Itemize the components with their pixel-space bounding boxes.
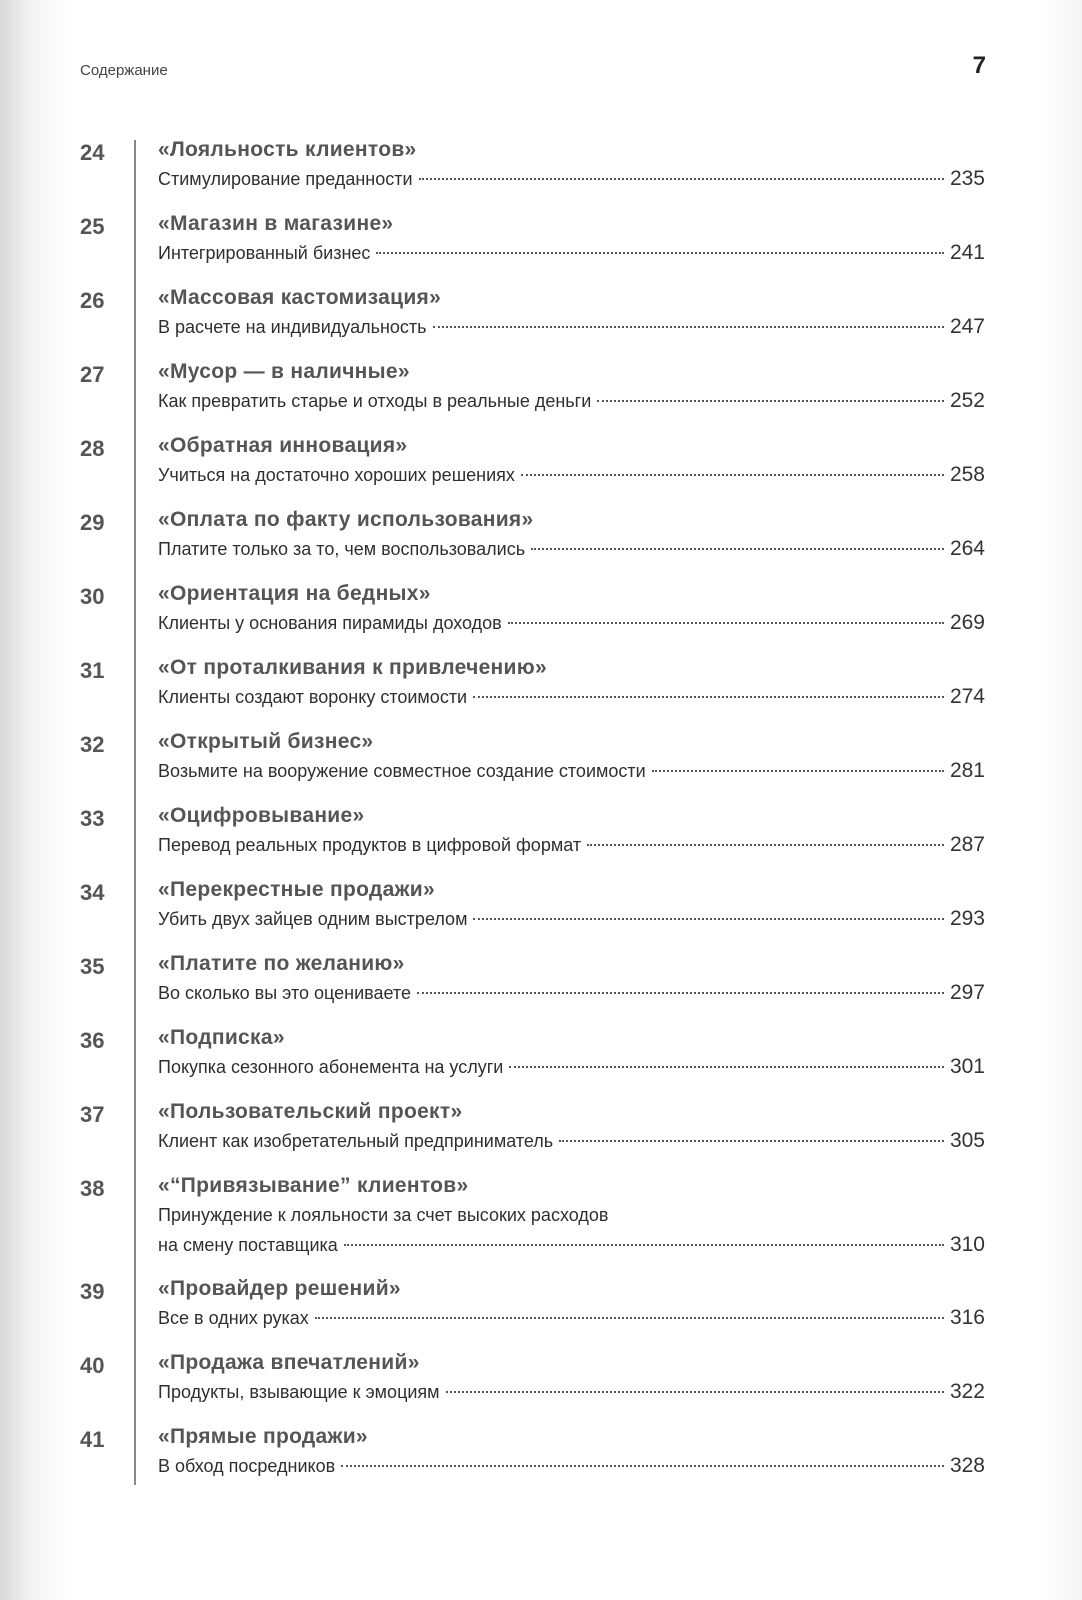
chapter-title: «Открытый бизнес»: [158, 730, 374, 753]
chapter-number: 25: [80, 214, 105, 239]
chapter-subtitle: Клиент как изобретательный предприниматель: [158, 1131, 554, 1151]
page-ref: 235: [949, 167, 985, 190]
dot-leader: [341, 1465, 944, 1467]
chapter-number: 29: [80, 510, 105, 535]
dot-leader: [376, 252, 944, 254]
chapter-title: «Платите по желанию»: [158, 952, 405, 975]
chapter-title: «Магазин в магазине»: [158, 212, 394, 235]
chapter-number: 32: [80, 732, 105, 757]
page-ref: 264: [949, 537, 985, 560]
chapter-subtitle: Учиться на достаточно хороших решениях: [158, 465, 515, 485]
dot-leader: [559, 1140, 944, 1142]
chapter-number: 41: [80, 1427, 105, 1452]
chapter-number: 26: [80, 288, 105, 313]
page-ref: 281: [949, 759, 985, 782]
page-ref: 247: [949, 315, 985, 338]
chapter-subtitle-line1: Принуждение к лояльности за счет высоких расходов: [158, 1205, 609, 1225]
chapter-title: «Массовая кастомизация»: [158, 286, 442, 309]
chapter-title: «Ориентация на бедных»: [158, 582, 431, 605]
dot-leader: [344, 1244, 944, 1246]
toc-entry[interactable]: [80, 210, 985, 284]
dot-leader: [315, 1317, 944, 1319]
toc-entry[interactable]: [80, 284, 985, 358]
chapter-number: 24: [80, 140, 105, 165]
page-ref: 252: [949, 389, 985, 412]
chapter-subtitle: Интегрированный бизнес: [158, 243, 371, 263]
page-ref: 293: [949, 907, 985, 930]
page-ref: 305: [949, 1129, 985, 1152]
toc-entry[interactable]: [80, 1423, 985, 1497]
chapter-title: «“Привязывание” клиентов»: [158, 1174, 469, 1197]
toc-entry[interactable]: [80, 876, 985, 950]
chapter-subtitle: Во сколько вы это оцениваете: [158, 983, 411, 1003]
dot-leader: [473, 918, 944, 920]
chapter-subtitle: В расчете на индивидуальность: [158, 317, 427, 337]
chapter-title: «Обратная инновация»: [158, 434, 408, 457]
dot-leader: [446, 1391, 944, 1393]
dot-leader: [597, 400, 944, 402]
table-of-contents: [80, 136, 985, 1497]
chapter-subtitle: Клиенты создают воронку стоимости: [158, 687, 468, 707]
dot-leader: [509, 1066, 944, 1068]
chapter-number: 37: [80, 1102, 105, 1127]
toc-entry[interactable]: [80, 654, 985, 728]
chapter-title: «Оплата по факту использования»: [158, 508, 534, 531]
toc-entry[interactable]: [80, 950, 985, 1024]
chapter-number: 34: [80, 880, 105, 905]
toc-entry[interactable]: [80, 358, 985, 432]
chapter-subtitle: Как превратить старье и отходы в реальные деньги: [158, 391, 592, 411]
chapter-subtitle: Перевод реальных продуктов в цифровой формат: [158, 835, 582, 855]
toc-entry[interactable]: [80, 728, 985, 802]
toc-entry[interactable]: [80, 506, 985, 580]
page-ref: 301: [949, 1055, 985, 1078]
chapter-number: 31: [80, 658, 105, 683]
chapter-number: 27: [80, 362, 105, 387]
chapter-title: «Подписка»: [158, 1026, 285, 1049]
page-ref: 328: [949, 1454, 985, 1477]
chapter-subtitle: Все в одних руках: [158, 1308, 309, 1328]
chapter-number: 33: [80, 806, 105, 831]
chapter-number: 40: [80, 1353, 105, 1378]
chapter-number: 30: [80, 584, 105, 609]
chapter-subtitle: Убить двух зайцев одним выстрелом: [158, 909, 468, 929]
dot-leader: [419, 178, 944, 180]
dot-leader: [417, 992, 944, 994]
chapter-subtitle: Покупка сезонного абонемента на услуги: [158, 1057, 504, 1077]
chapter-number: 39: [80, 1279, 105, 1304]
toc-entry[interactable]: [80, 1275, 985, 1349]
chapter-number: 28: [80, 436, 105, 461]
page-ref: 269: [949, 611, 985, 634]
page-ref: 241: [949, 241, 985, 264]
page-ref: 274: [949, 685, 985, 708]
chapter-number: 38: [80, 1176, 105, 1201]
toc-entry[interactable]: [80, 1172, 985, 1275]
dot-leader: [521, 474, 944, 476]
chapter-title: «Оцифровывание»: [158, 804, 365, 827]
chapter-title: «Пользовательский проект»: [158, 1100, 463, 1123]
running-head: Содержание: [80, 62, 168, 79]
chapter-subtitle: Стимулирование преданности: [158, 169, 413, 189]
toc-entry[interactable]: [80, 802, 985, 876]
toc-entry[interactable]: [80, 1098, 985, 1172]
toc-entry[interactable]: [80, 580, 985, 654]
page-number: 7: [972, 52, 986, 79]
chapter-subtitle: Продукты, взывающие к эмоциям: [158, 1382, 440, 1402]
dot-leader: [433, 326, 944, 328]
chapter-title: «Прямые продажи»: [158, 1425, 368, 1448]
page-ref: 258: [949, 463, 985, 486]
toc-entry[interactable]: [80, 136, 985, 210]
chapter-number: 36: [80, 1028, 105, 1053]
page-ref: 297: [949, 981, 985, 1004]
page-ref: 316: [949, 1306, 985, 1329]
dot-leader: [587, 844, 944, 846]
chapter-subtitle: Возьмите на вооружение совместное создание стоимости: [158, 761, 646, 781]
chapter-subtitle: В обход посредников: [158, 1456, 336, 1476]
chapter-number: 35: [80, 954, 105, 979]
dot-leader: [652, 770, 944, 772]
toc-entry[interactable]: [80, 432, 985, 506]
toc-entry[interactable]: [80, 1024, 985, 1098]
chapter-title: «Перекрестные продажи»: [158, 878, 435, 901]
chapter-title: «Мусор — в наличные»: [158, 360, 410, 383]
page-ref: 287: [949, 833, 985, 856]
chapter-title: «Лояльность клиентов»: [158, 138, 417, 161]
toc-entry[interactable]: [80, 1349, 985, 1423]
chapter-subtitle: Платите только за то, чем воспользовались: [158, 539, 526, 559]
page-ref: 310: [949, 1233, 985, 1256]
page-ref: 322: [949, 1380, 985, 1403]
chapter-title: «От проталкивания к привлечению»: [158, 656, 547, 679]
dot-leader: [531, 548, 944, 550]
dot-leader: [508, 622, 944, 624]
dot-leader: [473, 696, 944, 698]
chapter-subtitle: на смену поставщика: [158, 1235, 338, 1255]
chapter-subtitle: Клиенты у основания пирамиды доходов: [158, 613, 502, 633]
chapter-title: «Продажа впечатлений»: [158, 1351, 420, 1374]
chapter-title: «Провайдер решений»: [158, 1277, 401, 1300]
